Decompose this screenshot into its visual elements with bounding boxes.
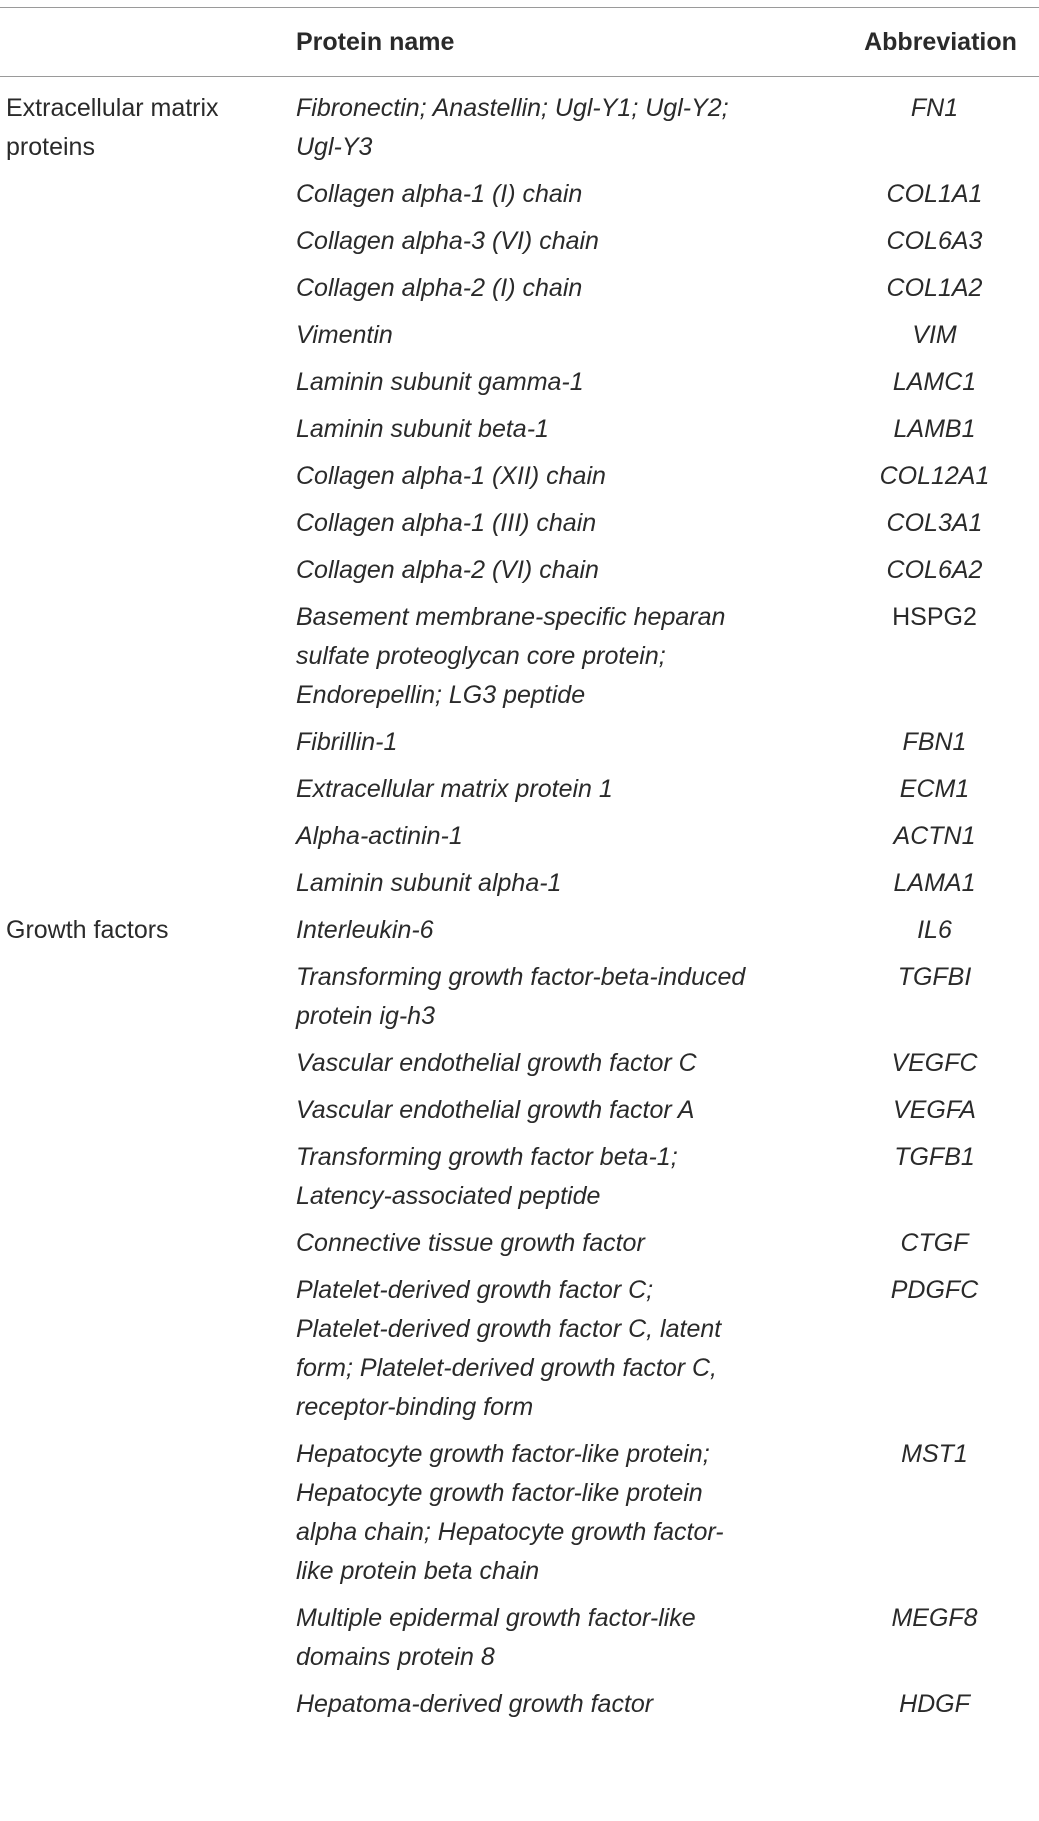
- row-protein-name: Extracellular matrix protein 1: [296, 775, 613, 803]
- row-protein-name: Vascular endothelial growth factor A: [296, 1096, 695, 1124]
- row-protein-name: Transforming growth factor-beta-induced protein ig-h3: [296, 963, 746, 1030]
- table-row: [0, 363, 1039, 410]
- row-abbreviation: CTGF: [900, 1229, 969, 1257]
- table-row: [0, 958, 1039, 1044]
- row-protein-name: Collagen alpha-2 (I) chain: [296, 274, 583, 302]
- table-row: [0, 1685, 1039, 1732]
- table-row: [0, 723, 1039, 770]
- table-body: [0, 77, 1039, 1732]
- table-row: [0, 222, 1039, 269]
- row-protein-name: Connective tissue growth factor: [296, 1229, 645, 1257]
- table-row: [0, 89, 1039, 175]
- table-row: [0, 457, 1039, 504]
- row-abbreviation: COL1A1: [886, 180, 983, 208]
- row-protein-name: Vascular endothelial growth factor C: [296, 1049, 697, 1077]
- row-abbreviation: LAMB1: [893, 415, 976, 443]
- row-protein-name: Collagen alpha-3 (VI) chain: [296, 227, 599, 255]
- row-abbreviation: ACTN1: [893, 822, 976, 850]
- row-protein-name: Platelet-derived growth factor C; Platelet-derived growth factor C, latent form; Platelet-derived growth factor C, receptor-binding form: [296, 1276, 722, 1421]
- row-abbreviation: LAMC1: [892, 368, 977, 396]
- row-abbreviation: COL1A2: [886, 274, 983, 302]
- table-row: [0, 911, 1039, 958]
- row-protein-name: Collagen alpha-2 (VI) chain: [296, 556, 599, 584]
- table-row: [0, 1435, 1039, 1599]
- row-abbreviation: HDGF: [899, 1690, 970, 1718]
- row-abbreviation: MST1: [901, 1440, 968, 1468]
- row-protein-name: Laminin subunit gamma-1: [296, 368, 584, 396]
- table-row: [0, 1044, 1039, 1091]
- table-row: [0, 1138, 1039, 1224]
- row-protein-name: Collagen alpha-1 (I) chain: [296, 180, 583, 208]
- table-row: [0, 1091, 1039, 1138]
- table-row: [0, 504, 1039, 551]
- row-protein-name: Alpha-actinin-1: [296, 822, 463, 850]
- row-abbreviation: ECM1: [899, 775, 970, 803]
- row-abbreviation: LAMA1: [893, 869, 976, 897]
- table-row: [0, 598, 1039, 723]
- table-row: [0, 269, 1039, 316]
- table-row: [0, 410, 1039, 457]
- row-protein-name: Laminin subunit beta-1: [296, 415, 549, 443]
- row-protein-name: Vimentin: [296, 321, 393, 349]
- row-abbreviation: COL12A1: [879, 462, 990, 490]
- row-abbreviation: TGFB1: [894, 1143, 975, 1171]
- row-abbreviation: COL6A3: [886, 227, 983, 255]
- row-abbreviation: FN1: [910, 94, 959, 122]
- table-row: [0, 817, 1039, 864]
- row-protein-name: Collagen alpha-1 (XII) chain: [296, 462, 606, 490]
- row-abbreviation: COL6A2: [886, 556, 983, 584]
- header-protein-name: Protein name: [296, 27, 455, 56]
- row-abbreviation: PDGFC: [890, 1276, 979, 1304]
- row-protein-name: Fibrillin-1: [296, 728, 398, 756]
- table-row: [0, 1224, 1039, 1271]
- row-protein-name: Hepatoma-derived growth factor: [296, 1690, 654, 1718]
- row-abbreviation: HSPG2: [892, 603, 977, 631]
- row-category: Extracellular matrix proteins: [6, 94, 219, 161]
- table-row: [0, 770, 1039, 817]
- row-abbreviation: IL6: [917, 916, 952, 944]
- table-row: [0, 1271, 1039, 1435]
- row-protein-name: Transforming growth factor beta-1; Latency-associated peptide: [296, 1143, 678, 1210]
- table-row: [0, 316, 1039, 363]
- table-row: [0, 175, 1039, 222]
- row-abbreviation: MEGF8: [891, 1604, 978, 1632]
- row-abbreviation: VIM: [912, 321, 957, 349]
- row-protein-name: Basement membrane-specific heparan sulfate proteoglycan core protein; Endorepellin; LG3 peptide: [296, 603, 726, 709]
- row-protein-name: Laminin subunit alpha-1: [296, 869, 562, 897]
- row-category: Growth factors: [6, 916, 169, 944]
- table-row: [0, 1599, 1039, 1685]
- row-abbreviation: VEGFA: [893, 1096, 976, 1124]
- row-protein-name: Fibronectin; Anastellin; Ugl-Y1; Ugl-Y2; Ugl-Y3: [296, 94, 729, 161]
- row-protein-name: Hepatocyte growth factor-like protein; Hepatocyte growth factor-like protein alpha chain; Hepatocyte growth factor-like protein beta chain: [296, 1440, 724, 1585]
- row-protein-name: Interleukin-6: [296, 916, 434, 944]
- table-row: [0, 551, 1039, 598]
- table-header-row: [0, 8, 1039, 76]
- row-abbreviation: COL3A1: [886, 509, 983, 537]
- row-abbreviation: VEGFC: [891, 1049, 978, 1077]
- header-abbreviation: Abbreviation: [864, 27, 1017, 56]
- row-abbreviation: FBN1: [902, 728, 967, 756]
- row-protein-name: Collagen alpha-1 (III) chain: [296, 509, 597, 537]
- table-row: [0, 864, 1039, 911]
- row-abbreviation: TGFBI: [897, 963, 972, 991]
- row-protein-name: Multiple epidermal growth factor-like domains protein 8: [296, 1604, 696, 1671]
